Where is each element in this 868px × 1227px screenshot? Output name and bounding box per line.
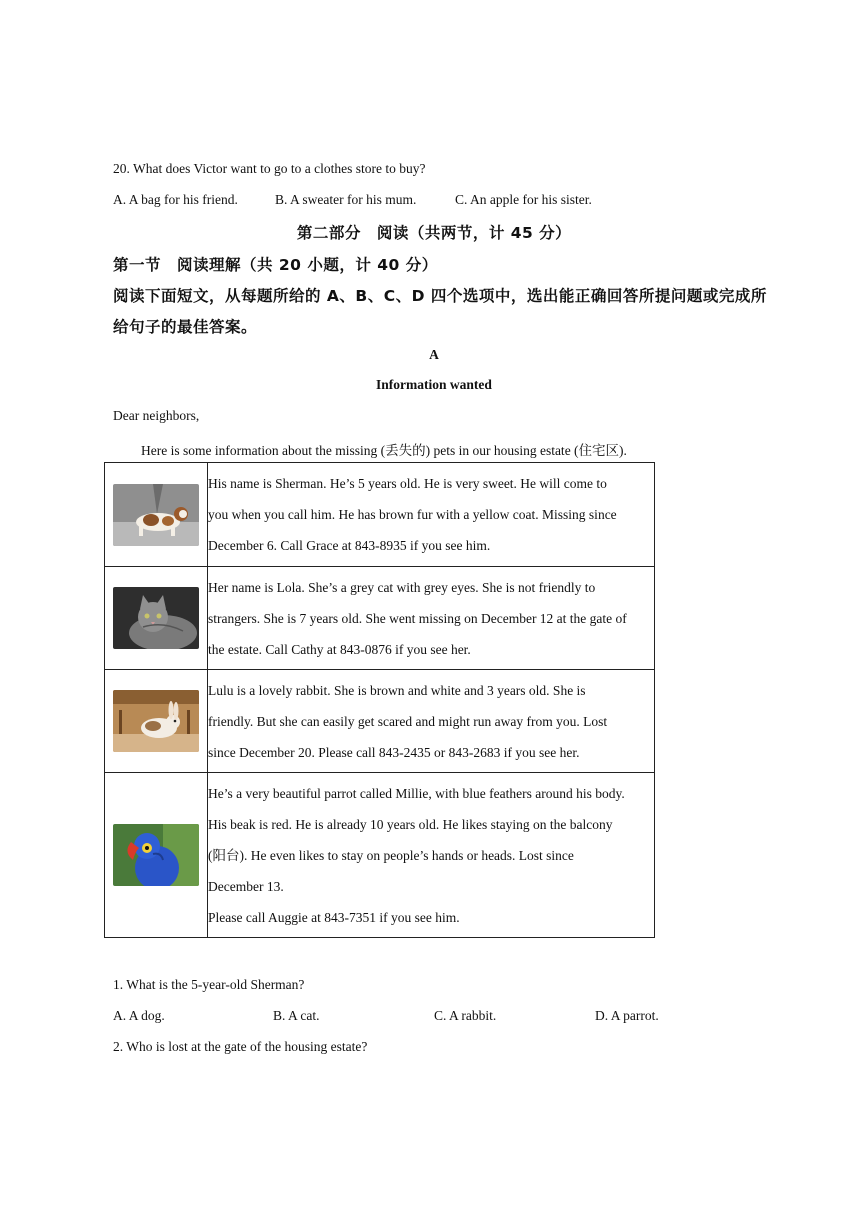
part2-title: 第二部分 阅读（共两节，计 45 分） xyxy=(296,224,572,242)
pet-line: you when you call him. He has brown fur with a yellow coat. Missing since xyxy=(208,507,617,522)
table-row xyxy=(105,670,655,773)
q1-option-b: B. A cat. xyxy=(273,1008,320,1023)
q1-option-d: D. A parrot. xyxy=(595,1008,659,1023)
passage-letter: A xyxy=(429,347,439,362)
instructions-line1: 阅读下面短文，从每题所给的 A、B、C、D 四个选项中，选出能正确回答所提问题或完成所 xyxy=(113,287,767,305)
pet-line: His beak is red. He is already 10 years old. He likes staying on the balcony xyxy=(208,816,613,832)
pet-line: the estate. Call Cathy at 843-0876 if you see her. xyxy=(208,641,471,657)
pet-line: since December 20. Please call 843-2435 or 843-2683 if you see her. xyxy=(208,744,580,760)
table-row xyxy=(105,463,655,567)
q20-option-c: C. An apple for his sister. xyxy=(455,192,592,207)
pet-line: Please call Auggie at 843-7351 if you see him. xyxy=(208,909,460,925)
pet-line: December 13. xyxy=(208,878,284,894)
intro-paragraph: Here is some information about the missing (丢失的) pets in our housing estate (住宅区). xyxy=(141,443,627,458)
cat-photo-icon xyxy=(113,587,199,649)
pet-line: Her name is Lola. She’s a grey cat with grey eyes. She is not friendly to xyxy=(208,579,596,595)
section1-title: 第一节 阅读理解（共 20 小题，计 40 分） xyxy=(113,256,438,274)
pet-line: December 6. Call Grace at 843-8935 if you see him. xyxy=(208,538,491,553)
passage-title: Information wanted xyxy=(376,377,492,392)
q20-option-a: A. A bag for his friend. xyxy=(113,192,238,207)
q1-option-a: A. A dog. xyxy=(113,1008,165,1023)
salutation: Dear neighbors, xyxy=(113,408,200,423)
pet-line: Lulu is a lovely rabbit. She is brown and white and 3 years old. She is xyxy=(208,682,586,698)
q20-option-b: B. A sweater for his mum. xyxy=(275,192,417,207)
question-2: 2. Who is lost at the gate of the housing estate? xyxy=(113,1039,368,1054)
instructions-line2: 给句子的最佳答案。 xyxy=(113,318,258,336)
missing-pets-table xyxy=(104,462,655,938)
pet-line: He’s a very beautiful parrot called Millie, with blue feathers around his body. xyxy=(208,785,625,801)
dog-photo-icon xyxy=(113,484,199,546)
table-row xyxy=(105,773,655,938)
pet-line: friendly. But she can easily get scared and might run away from you. Lost xyxy=(208,713,608,729)
pet-line: His name is Sherman. He’s 5 years old. He is very sweet. He will come to xyxy=(208,476,607,491)
pet-line: (阳台). He even likes to stay on people’s hands or heads. Lost since xyxy=(208,847,574,863)
pet-line: strangers. She is 7 years old. She went missing on December 12 at the gate of xyxy=(208,610,627,626)
question-1: 1. What is the 5-year-old Sherman? xyxy=(113,977,305,992)
q1-option-c: C. A rabbit. xyxy=(434,1008,497,1023)
table-row xyxy=(105,567,655,670)
parrot-photo-icon xyxy=(113,824,199,886)
question-20: 20. What does Victor want to go to a clothes store to buy? xyxy=(113,161,426,176)
rabbit-photo-icon xyxy=(113,690,199,752)
